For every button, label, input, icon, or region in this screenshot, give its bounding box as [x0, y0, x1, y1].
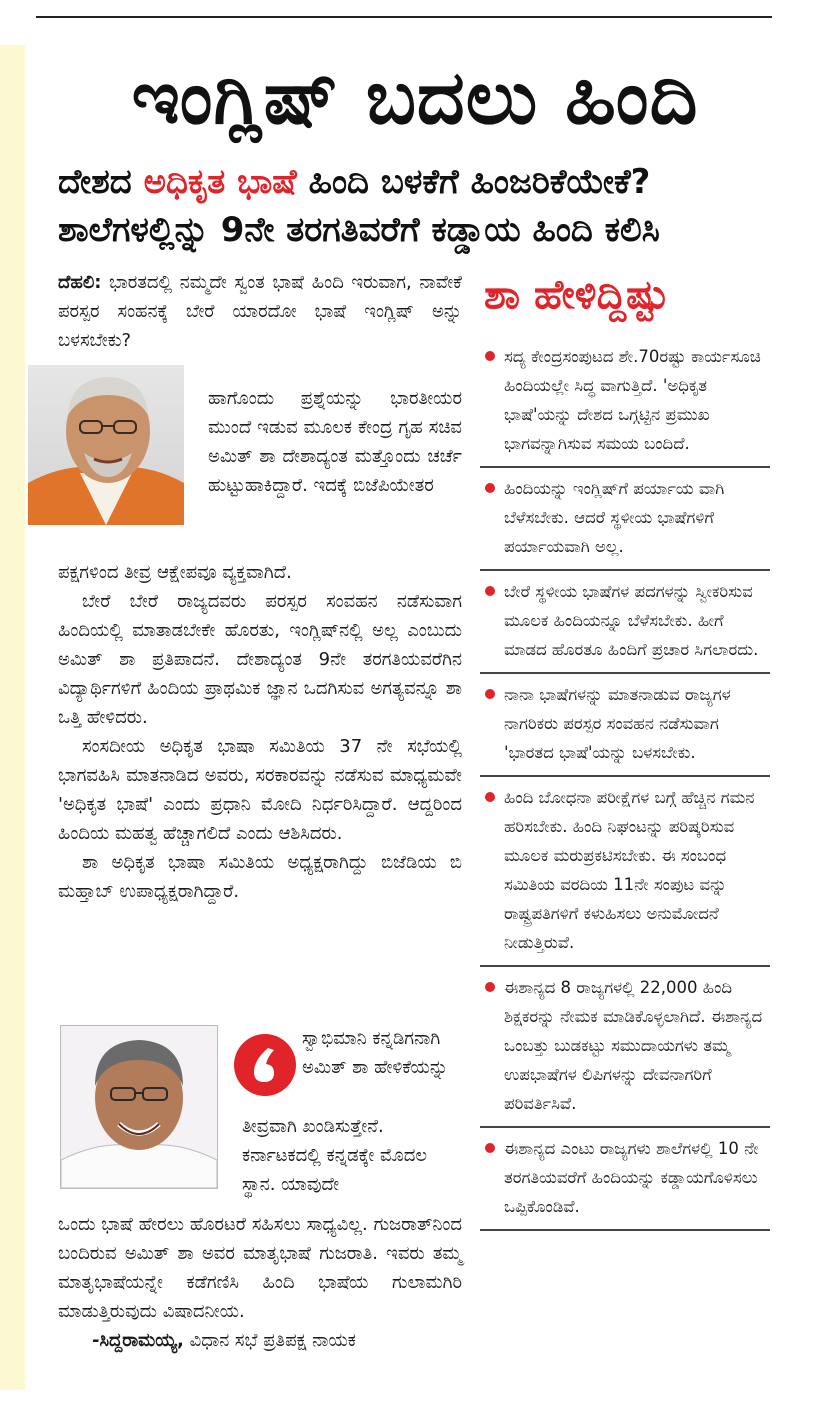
- subheading-1: [58, 158, 788, 206]
- top-rule: [36, 16, 772, 18]
- subheading-1-before: ದೇಶದ: [58, 162, 144, 202]
- sidebar-point: [480, 777, 770, 967]
- article-p4: ಶಾ ಅಧಿಕೃತ ಭಾಷಾ ಸಮಿತಿಯ ಅಧ್ಯಕ್ಷರಾಗಿದ್ದು ಬಿಜೆಡಿಯ ಬಿ ಮಹ್ತಾಬ್ ಉಪಾಧ್ಯಕ್ಷರಾಗಿದ್ದಾರೆ.: [58, 852, 462, 902]
- article-p2: ಬೇರೆ ಬೇರೆ ರಾಜ್ಯದವರು ಪರಸ್ಪರ ಸಂವಹನ ನಡೆಸುವಾಗ ಹಿಂದಿಯಲ್ಲಿ ಮಾತಾಡಬೇಕೇ ಹೊರತು, ಇಂಗ್ಲಿಷ್‌ನಲ್ಲಿ ಅಲ್ಲ ಎಂಬುದು ಅಮಿತ್ ಶಾ ಪ್ರತಿಪಾದನೆ. ದೇಶಾದ್ಯಂತ 9ನೇ ತರಗತಿಯವರೆಗಿನ ವಿದ್ಯಾರ್ಥಿಗಳಿಗೆ ಹಿಂದಿಯ ಪ್ರಾಥಮಿಕ ಜ್ಞಾನ ಒದಗಿಸುವ ಅಗತ್ಯವನ್ನೂ ಶಾ ಒತ್ತಿ ಹೇಳಿದರು.: [58, 591, 462, 728]
- sidebar-title: ಶಾ ಹೇಳಿದ್ದಿಷ್ಟು: [484, 272, 669, 318]
- sidebar-point: [480, 336, 770, 468]
- dateline: ದೆಹಲಿ:: [58, 272, 102, 293]
- bullet-icon: [485, 982, 495, 992]
- quote-author-role: ವಿಧಾನ ಸಭೆ ಪ್ರತಿಪಕ್ಷ ನಾಯಕ: [183, 1330, 356, 1351]
- sidebar-point: [480, 674, 770, 777]
- side-strip: [0, 45, 25, 1390]
- quote-body: ಒಂದು ಭಾಷೆ ಹೇರಲು ಹೊರಟರೆ ಸಹಿಸಲು ಸಾಧ್ಯವಿಲ್ಲ. ಗುಜರಾತ್‌ನಿಂದ ಬಂದಿರುವ ಅಮಿತ್ ಶಾ ಅವರ ಮಾತೃಭಾಷೆ ಗುಜರಾತಿ. ಇವರು ತಮ್ಮ ಮಾತೃಭಾಷೆಯನ್ನೇ ಕಡೆಗಣಿಸಿ ಹಿಂದಿ ಭಾಷೆಯ ಗುಲಾಮಗಿರಿ ಮಾಡುತ್ತಿರುವುದು ವಿಷಾದನೀಯ.: [58, 1214, 462, 1322]
- sidebar-point: [480, 571, 770, 674]
- subheading-1-after: ಹಿಂದಿ ಬಳಕೆಗೆ ಹಿಂಜರಿಕೆಯೇಕೆ?: [296, 162, 651, 202]
- article-body: [58, 558, 462, 906]
- headline: ಇಂಗ್ಲಿಷ್ ಬದಲು ಹಿಂದಿ: [131, 55, 699, 141]
- quote-author: -ಸಿದ್ದರಾಮಯ್ಯ,: [92, 1330, 184, 1351]
- sidebar-point: [480, 967, 770, 1128]
- quote-wrap-2: ತೀವ್ರವಾಗಿ ಖಂಡಿಸುತ್ತೇನೆ. ಕರ್ನಾಟಕದಲ್ಲಿ ಕನ್ನಡಕ್ಕೇ ಮೊದಲ ಸ್ಥಾನ. ಯಾವುದೇ: [242, 1116, 428, 1195]
- amit-shah-photo: [28, 365, 184, 525]
- bullet-icon: [485, 792, 495, 802]
- sidebar-point-text: ಸದ್ಯ ಕೇಂದ್ರಸಂಪುಟದ ಶೇ.70ರಷ್ಟು ಕಾರ್ಯಸೂಚಿ ಹಿಂದಿಯಲ್ಲೇ ಸಿದ್ಧ ವಾಗುತ್ತಿದೆ. 'ಅಧಿಕೃತ ಭಾಷೆ'ಯನ್ನು ದೇಶದ ಒಗ್ಗಟ್ಟಿನ ಪ್ರಮುಖ ಭಾಗವನ್ನಾಗಿಸುವ ಸಮಯ ಬಂದಿದೆ.: [504, 347, 761, 453]
- quote-body-block: [58, 1210, 462, 1355]
- bullet-icon: [485, 1143, 495, 1153]
- sidebar-point-text: ನಾನಾ ಭಾಷೆಗಳನ್ನು ಮಾತನಾಡುವ ರಾಜ್ಯಗಳ ನಾಗರಿಕರು ಪರಸ್ಪರ ಸಂವಹನ ನಡೆಸುವಾಗ 'ಭಾರತದ ಭಾಷೆ'ಯನ್ನು ಬಳಸಬೇಕು.: [504, 685, 731, 762]
- bullet-icon: [485, 586, 495, 596]
- subheading-1-highlight: ಅಧಿಕೃತ ಭಾಷೆ: [143, 162, 297, 202]
- article-p1-end: ಪಕ್ಷಗಳಿಂದ ತೀವ್ರ ಆಕ್ಷೇಪವೂ ವ್ಯಕ್ತವಾಗಿದೆ.: [58, 562, 292, 583]
- sidebar-point-text: ಹಿಂದಿಯನ್ನು ಇಂಗ್ಲಿಷ್‌ಗೆ ಪರ್ಯಾಯ ವಾಗಿ ಬೆಳೆಸಬೇಕು. ಆದರೆ ಸ್ಥಳೀಯ ಭಾಷೆಗಳಿಗೆ ಪರ್ಯಾಯವಾಗಿ ಅಲ್ಲ.: [504, 479, 725, 556]
- quote-wrap: ಸ್ವಾಭಿಮಾನಿ ಕನ್ನಡಿಗನಾಗಿ ಅಮಿತ್ ಶಾ ಹೇಳಿಕೆಯನ್ನು: [302, 1028, 448, 1078]
- bullet-icon: [485, 351, 495, 361]
- quote-attribution: [58, 1326, 462, 1355]
- sidebar-point-text: ಹಿಂದಿ ಬೋಧನಾ ಪರೀಕ್ಷೆಗಳ ಬಗ್ಗೆ ಹೆಚ್ಚಿನ ಗಮನ ಹರಿಸಬೇಕು. ಹಿಂದಿ ನಿಘಂಟನ್ನು ಪರಿಷ್ಕರಿಸುವ ಮೂಲಕ ಮರುಪ್ರಕಟಿಸಬೇಕು. ಈ ಸಂಬಂಧ ಸಮಿತಿಯ ವರದಿಯ 11ನೇ ಸಂಪುಟ ವನ್ನು ರಾಷ್ಟ್ರಪತಿಗಳಿಗೆ ಕಳುಹಿಸಲು ಅನುಮೋದನೆ ನೀಡುತ್ತಿರುವೆ.: [504, 788, 755, 952]
- article-lead: [58, 268, 462, 355]
- lead-text: ಭಾರತದಲ್ಲಿ ನಮ್ಮದೇ ಸ್ವಂತ ಭಾಷೆ ಹಿಂದಿ ಇರುವಾಗ, ನಾವೇಕೆ ಪರಸ್ಪರ ಸಂಹನಕ್ಕೆ ಬೇರೆ ಯಾರದೋ ಭಾಷೆ ಇಂಗ್ಲಿಷ್ ಅನ್ನು ಬಳಸಬೇಕು?: [58, 272, 462, 351]
- article-p3: ಸಂಸದೀಯ ಅಧಿಕೃತ ಭಾಷಾ ಸಮಿತಿಯ 37 ನೇ ಸಭೆಯಲ್ಲಿ ಭಾಗವಹಿಸಿ ಮಾತನಾಡಿದ ಅವರು, ಸರಕಾರವನ್ನು ನಡೆಸುವ ಮಾಧ್ಯಮವೇ 'ಅಧಿಕೃತ ಭಾಷೆ' ಎಂದು ಪ್ರಧಾನಿ ಮೋದಿ ನಿರ್ಧರಿಸಿದ್ದಾರೆ. ಆದ್ದರಿಂದ ಹಿಂದಿಯ ಮಹತ್ವ ಹೆಚ್ಚಾಗಲಿದೆ ಎಂದು ಆಶಿಸಿದರು.: [58, 736, 462, 844]
- quote-icon: [234, 1034, 296, 1096]
- sidebar-point-text: ಈಶಾನ್ಯದ ಎಂಟು ರಾಜ್ಯಗಳು ಶಾಲೆಗಳಲ್ಲಿ 10 ನೇ ತರಗತಿಯವರೆಗೆ ಹಿಂದಿಯನ್ನು ಕಡ್ಡಾಯಗೊಳಿಸಲು ಒಪ್ಪಿಕೊಂಡಿವೆ.: [504, 1139, 759, 1216]
- bullet-icon: [485, 483, 495, 493]
- subheading-2: ಶಾಲೆಗಳಲ್ಲಿನ್ನು 9ನೇ ತರಗತಿವರೆಗೆ ಕಡ್ಡಾಯ ಹಿಂದಿ ಕಲಿಸಿ: [58, 210, 660, 250]
- sidebar-point: [480, 1128, 770, 1231]
- siddaramaiah-photo: [60, 1025, 218, 1189]
- sidebar-point-text: ಬೇರೆ ಸ್ಥಳೀಯ ಭಾಷೆಗಳ ಪದಗಳನ್ನು ಸ್ವೀಕರಿಸುವ ಮೂಲಕ ಹಿಂದಿಯನ್ನೂ ಬೆಳೆಸಬೇಕು. ಹೀಗೆ ಮಾಡದ ಹೊರತೂ ಹಿಂದಿಗೆ ಪ್ರಚಾರ ಸಿಗಲಾರದು.: [504, 582, 759, 659]
- sidebar-point-text: ಈಶಾನ್ಯದ 8 ರಾಜ್ಯಗಳಲ್ಲಿ 22,000 ಹಿಂದಿ ಶಿಕ್ಷಕರನ್ನು ನೇಮಕ ಮಾಡಿಕೊಳ್ಳಲಾಗಿದೆ. ಈಶಾನ್ಯದ ಒಂಬತ್ತು ಬುಡಕಟ್ಟು ಸಮುದಾಯಗಳು ತಮ್ಮ ಉಪಭಾಷೆಗಳ ಲಿಪಿಗಳನ್ನು ದೇವನಾಗರಿಗೆ ಪರಿವರ್ತಿಸಿವೆ.: [504, 978, 763, 1113]
- bullet-icon: [485, 689, 495, 699]
- sidebar: [480, 266, 770, 1231]
- article-wrap: ಹಾಗೊಂದು ಪ್ರಶ್ನೆಯನ್ನು ಭಾರತೀಯರ ಮುಂದೆ ಇಡುವ ಮೂಲಕ ಕೇಂದ್ರ ಗೃಹ ಸಚಿವ ಅಮಿತ್ ಶಾ ದೇಶಾದ್ಯಂತ ಮತ್ತೊಂದು ಚರ್ಚೆ ಹುಟ್ಟುಹಾಕಿದ್ದಾರೆ. ಇದಕ್ಕೆ ಬಿಜೆಪಿಯೇತರ: [208, 388, 462, 496]
- sidebar-point: [480, 468, 770, 571]
